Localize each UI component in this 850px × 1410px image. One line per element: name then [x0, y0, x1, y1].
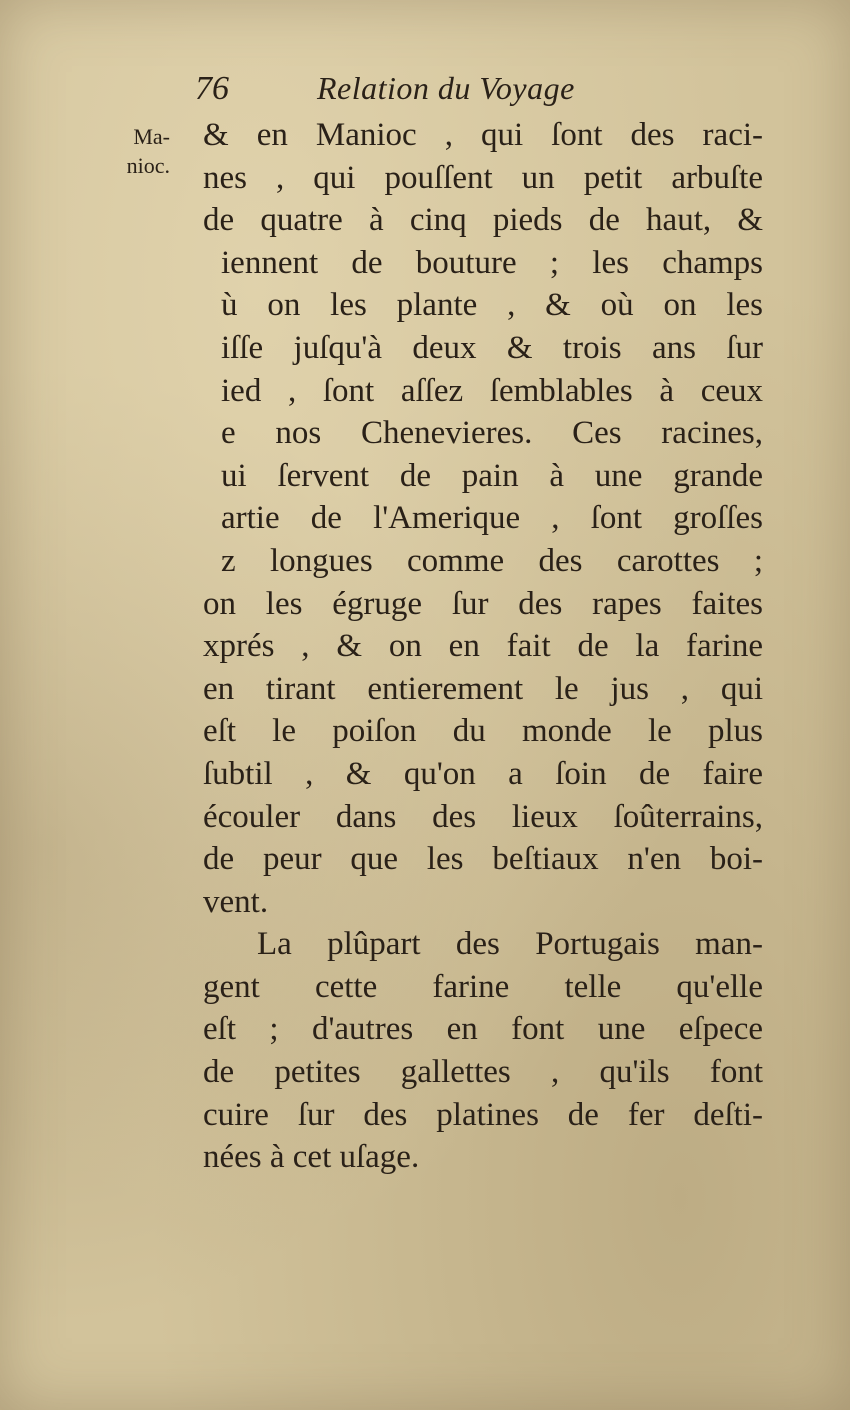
text-line: de peur que les beſtiaux n'en boi- — [203, 841, 763, 878]
text-line: ui ſervent de pain à une grande — [221, 457, 763, 494]
page-header — [195, 70, 625, 112]
text-line: vent. — [203, 883, 269, 920]
text-line: gent cette farine telle qu'elle — [203, 968, 763, 1005]
text-line: nées à cet uſage. — [203, 1139, 420, 1176]
text-line: z longues comme des carottes ; — [221, 542, 763, 579]
running-head: Relation du Voyage — [317, 70, 575, 106]
text-line: écouler dans des lieux ſoûterrains, — [203, 798, 763, 835]
text-line: & en Manioc , qui ſont des raci- — [203, 117, 763, 153]
text-line: iennent de bouture ; les champs — [221, 244, 763, 281]
text-line: eſt le poiſon du monde le plus — [203, 713, 763, 750]
paragraph-1 — [203, 114, 763, 923]
margin-note-line: Ma- — [133, 124, 170, 149]
text-line: de petites gallettes , qu'ils font — [203, 1054, 763, 1091]
text-line: La plûpart des Portugais man- — [257, 926, 763, 963]
text-line: nes , qui pouſſent un petit arbuſte — [203, 159, 763, 196]
text-line: on les égruge ſur des rapes faites — [203, 585, 763, 622]
text-line: ù on les plante , & où on les — [221, 287, 763, 324]
text-line: en tirant entierement le jus , qui — [203, 670, 763, 707]
text-line: e nos Chenevieres. Ces racines, — [221, 415, 763, 452]
page-number: 76 — [195, 70, 229, 107]
body-text — [203, 114, 763, 1179]
text-line: iſſe juſqu'à deux & trois ans ſur — [221, 329, 763, 366]
margin-note-line: nioc. — [126, 153, 170, 178]
text-line: de quatre à cinq pieds de haut, & — [203, 202, 763, 239]
paragraph-2 — [203, 923, 763, 1179]
text-line: ied , ſont aſſez ſemblables à ceux — [221, 372, 763, 409]
margin-note — [100, 122, 170, 180]
text-line: ſubtil , & qu'on a ſoin de faire — [203, 755, 763, 792]
text-line: xprés , & on en fait de la farine — [203, 628, 763, 665]
text-line: artie de l'Amerique , ſont groſſes — [221, 500, 763, 537]
text-line: cuire ſur des platines de fer deſti- — [203, 1096, 763, 1133]
text-line: eſt ; d'autres en font une eſpece — [203, 1011, 763, 1048]
